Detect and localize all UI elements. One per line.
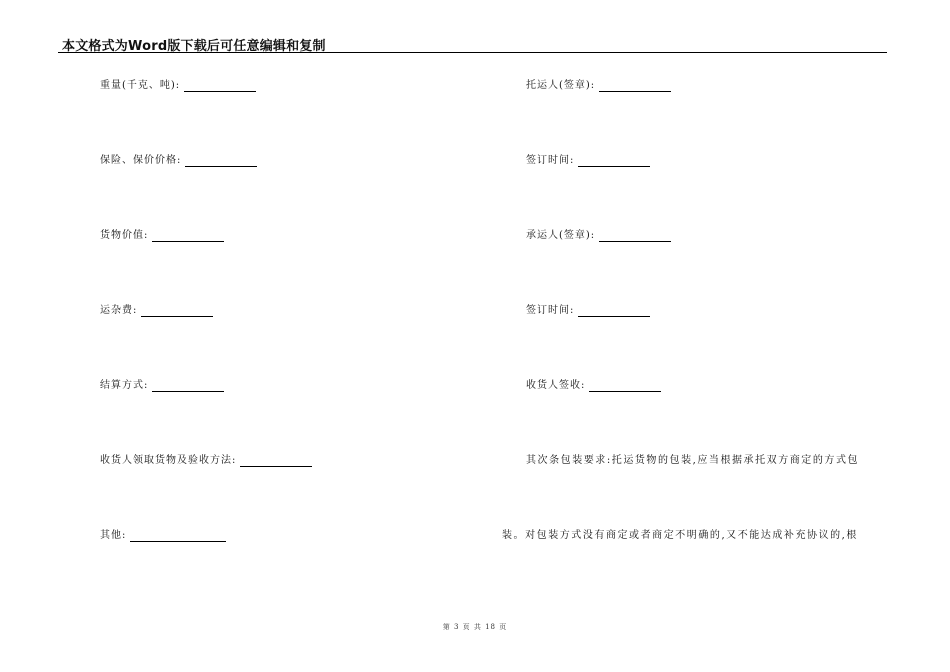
field-shipper-signature [526,80,671,92]
page-number: 第 3 页 共 18 页 [442,623,508,631]
packaging-paragraph-line-2: 装。对包装方式没有商定或者商定不明确的,又不能达成补充协议的,根 [502,530,858,541]
field-insurance [100,155,257,167]
field-goods-value-blank[interactable] [152,231,224,242]
field-other-blank[interactable] [130,531,226,542]
field-sign-date-2-blank[interactable] [578,306,650,317]
field-consignee-receipt-blank[interactable] [589,381,661,392]
field-settlement [100,380,224,392]
field-sign-date-2 [526,305,650,317]
field-weight-blank[interactable] [184,81,256,92]
field-acceptance-method-blank[interactable] [240,456,312,467]
field-goods-value-label: 货物价值: [100,230,149,241]
field-freight-label: 运杂费: [100,305,138,316]
field-acceptance-method-label: 收货人领取货物及验收方法: [100,455,237,466]
field-shipper-signature-label: 托运人(签章): [526,80,596,91]
field-freight [100,305,213,317]
field-insurance-blank[interactable] [185,156,257,167]
field-carrier-signature [526,230,671,242]
field-weight [100,80,256,92]
field-consignee-receipt-label: 收货人签收: [526,380,586,391]
field-other [100,530,226,542]
header-rule [58,52,887,53]
field-carrier-signature-blank[interactable] [599,231,671,242]
field-other-label: 其他: [100,530,127,541]
field-weight-label: 重量(千克、吨): [100,80,181,91]
field-insurance-label: 保险、保价价格: [100,155,182,166]
header-title: 本文格式为Word版下载后可任意编辑和复制 [62,39,326,54]
field-shipper-signature-blank[interactable] [599,81,671,92]
field-settlement-label: 结算方式: [100,380,149,391]
field-sign-date-1-blank[interactable] [578,156,650,167]
field-sign-date-1 [526,155,650,167]
field-consignee-receipt [526,380,661,392]
field-freight-blank[interactable] [141,306,213,317]
packaging-paragraph-line-1: 其次条包装要求:托运货物的包装,应当根据承托双方商定的方式包 [526,455,860,466]
field-goods-value [100,230,224,242]
field-acceptance-method [100,455,312,467]
field-carrier-signature-label: 承运人(签章): [526,230,596,241]
field-sign-date-1-label: 签订时间: [526,155,575,166]
field-settlement-blank[interactable] [152,381,224,392]
field-sign-date-2-label: 签订时间: [526,305,575,316]
